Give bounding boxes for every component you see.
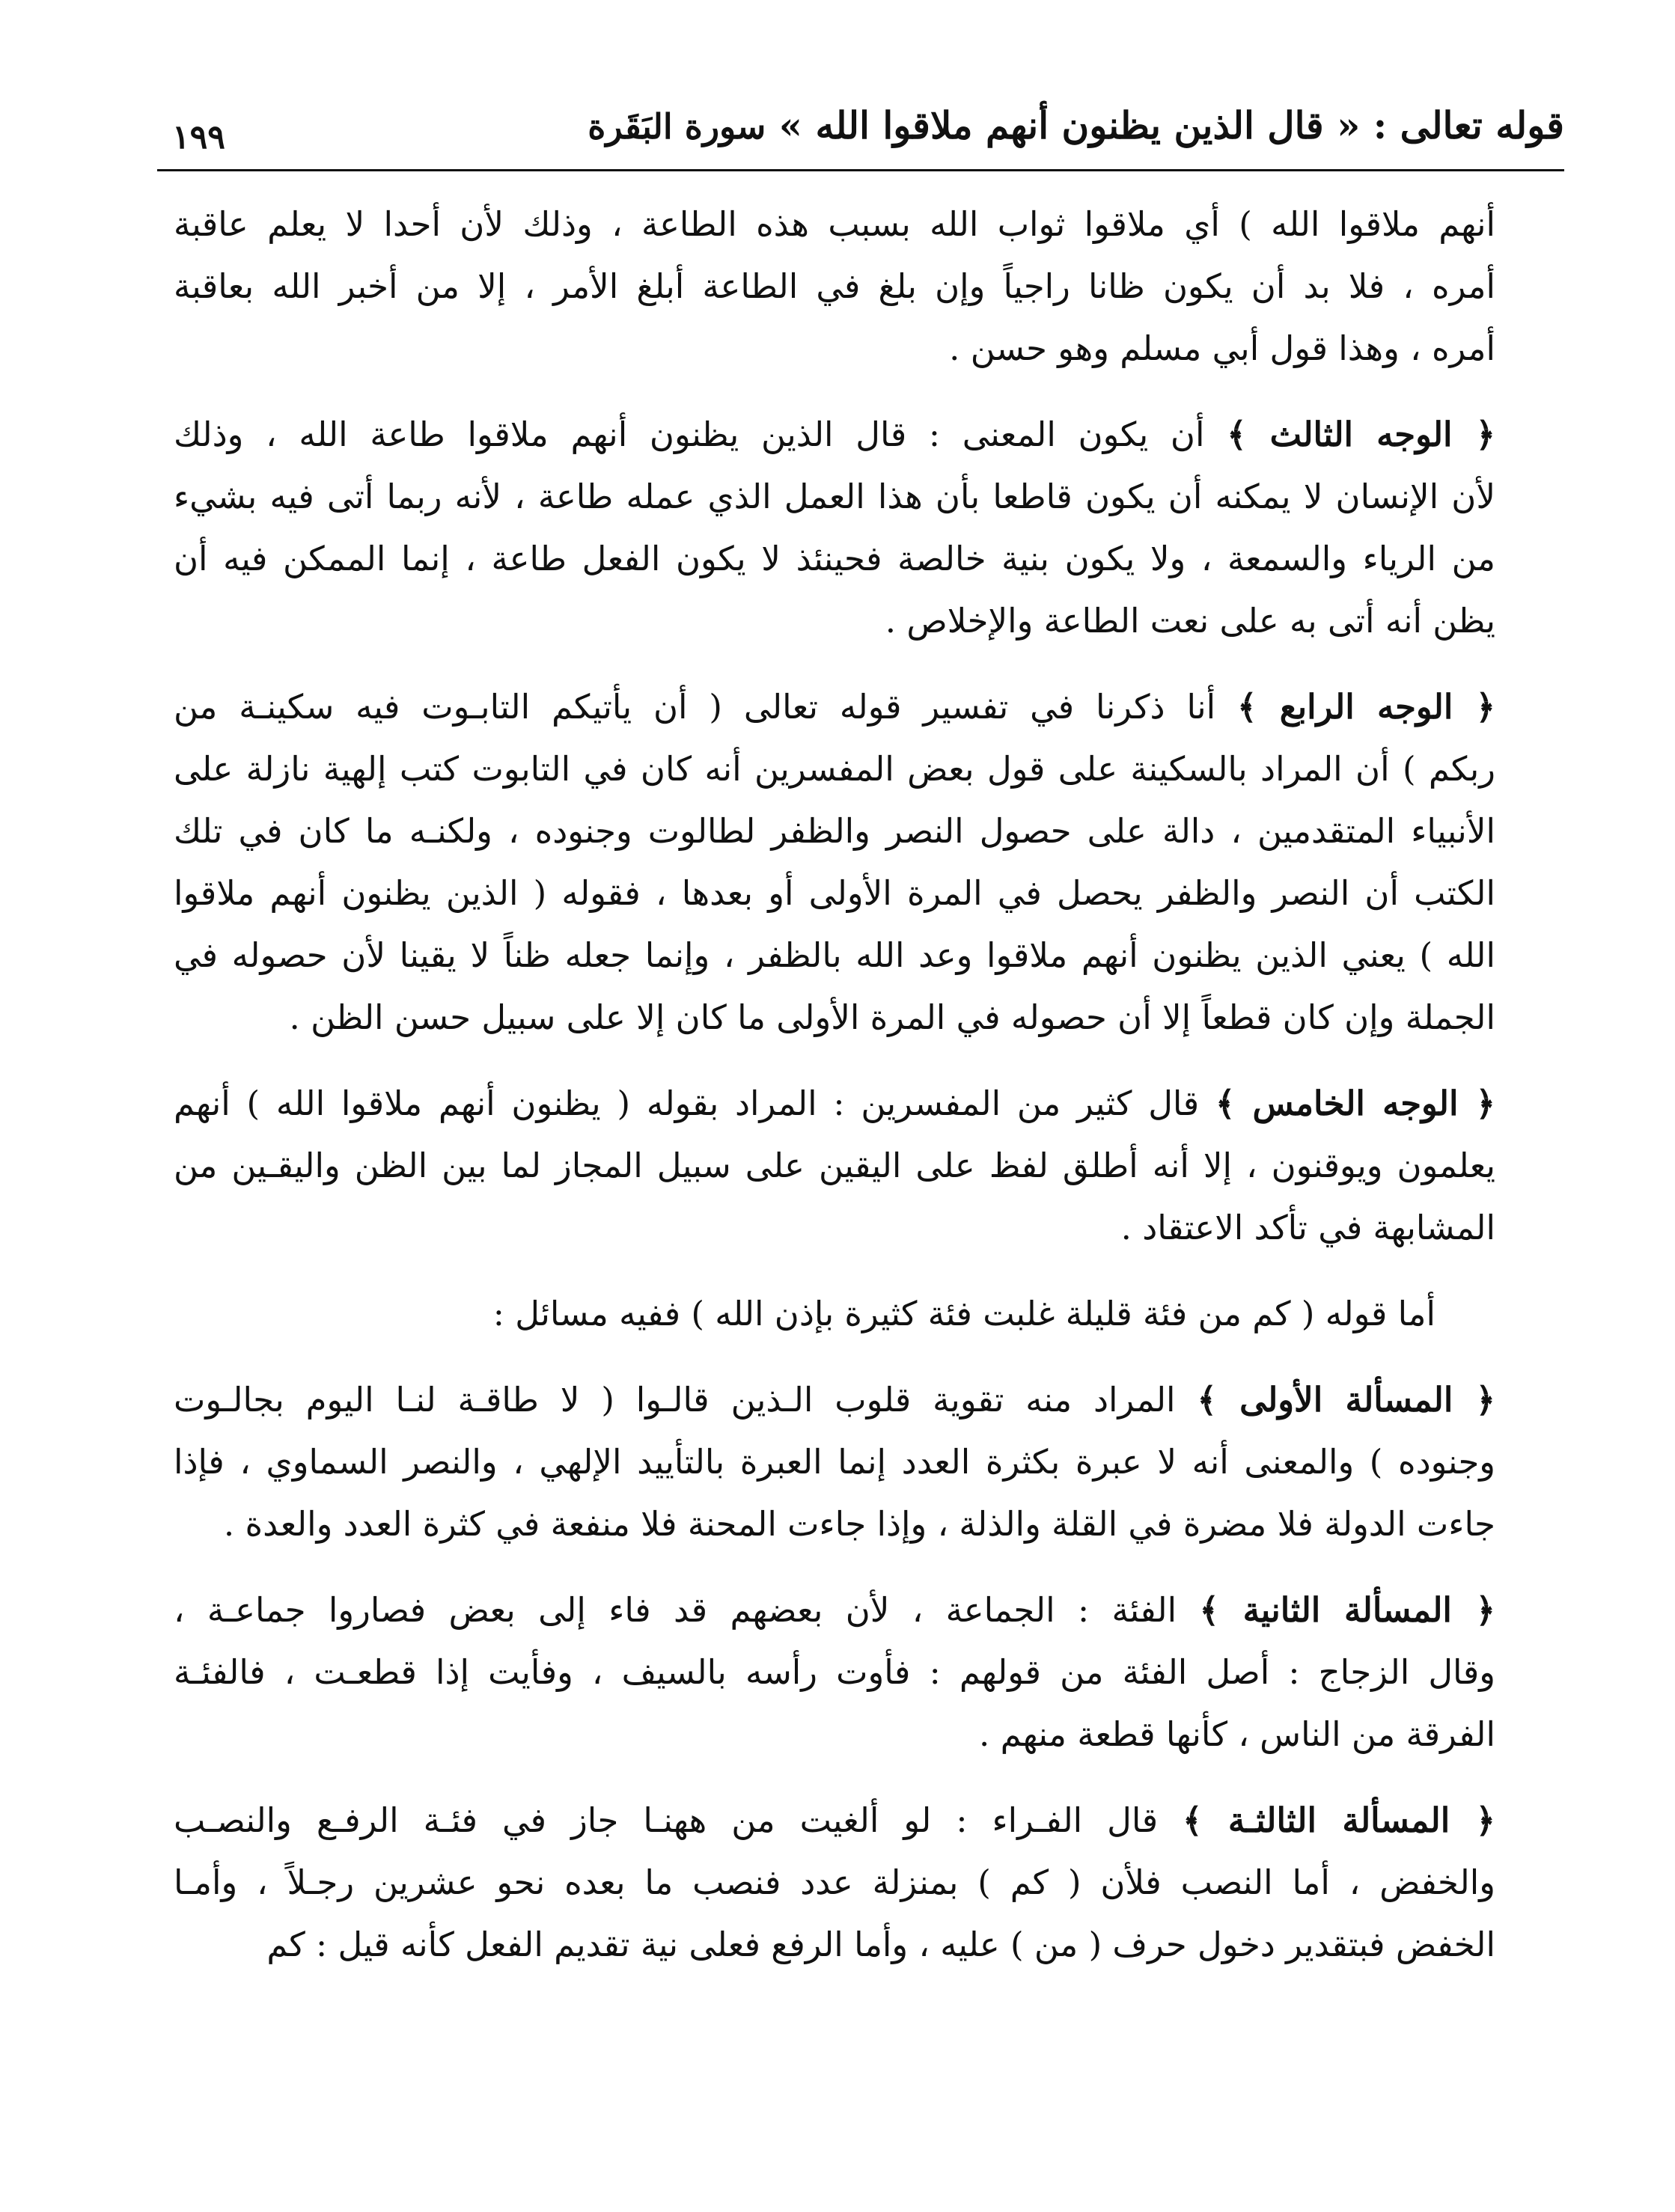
text-line bbox=[174, 862, 1495, 924]
text-line bbox=[174, 193, 1495, 255]
line-text: المشابهة في تأكد الاعتقاد . bbox=[1120, 1208, 1495, 1247]
line-text: وقال الزجاج : أصل الفئة من قولهم : فأوت رأسه بالسيف ، وفأيت إذا قطعـت ، فالفئـة bbox=[174, 1652, 1495, 1692]
line-text: قال الفـراء : لو ألغيت من ههنـا جاز في فئـة الرفـع والنصـب bbox=[174, 1800, 1183, 1840]
paragraph bbox=[174, 1579, 1495, 1765]
line-text: ربكم ) أن المراد بالسكينة على قول بعض المفسرين أنه كان في التابوت كتب إلهية نازلة على bbox=[174, 749, 1495, 789]
page-number: ١٩٩ bbox=[172, 118, 225, 156]
line-text: الأنبياء المتقدمين ، دالة على حصول النصر والظفر لطالوت وجنوده ، ولكنـه ما كان في تلك bbox=[174, 811, 1495, 851]
line-text: أمره ، وهذا قول أبي مسلم وهو حسن . bbox=[949, 329, 1495, 368]
paragraph bbox=[174, 193, 1495, 379]
line-text: الله ) يعني الذين يظنون أنهم ملاقوا وعد الله بالظفر ، وإنما جعله ظناً لا يقينا لأن حصوله في bbox=[174, 935, 1495, 975]
section-heading: ﴿ المسألة الثالثـة ﴾ bbox=[1183, 1800, 1495, 1840]
line-text: أنهم ملاقوا الله ) أي ملاقوا ثواب الله بسبب هذه الطاعة ، وذلك لأن أحدا لا يعلم عاقبة bbox=[174, 204, 1495, 244]
text-line bbox=[174, 1283, 1436, 1345]
line-text: أما قوله ( كم من فئة قليلة غلبت فئة كثيرة بإذن الله ) ففيه مسائل : bbox=[492, 1294, 1436, 1333]
text-line bbox=[174, 403, 1495, 465]
text-line bbox=[174, 1851, 1495, 1913]
text-line bbox=[174, 1703, 1495, 1765]
text-line bbox=[174, 590, 1495, 652]
line-text: والخفض ، أما النصب فلأن ( كم ) بمنزلة عدد فنصب ما بعده نحو عشرين رجـلاً ، وأمـا bbox=[174, 1863, 1495, 1902]
section-heading: ﴿ المسألة الأولى ﴾ bbox=[1197, 1380, 1495, 1420]
text-line bbox=[174, 1789, 1495, 1851]
text-line bbox=[174, 1431, 1495, 1493]
section-heading: ﴿ الوجه الرابع ﴾ bbox=[1237, 687, 1495, 727]
line-text: من الرياء والسمعة ، ولا يكون بنية خالصة فحينئذ لا يكون الفعل طاعة ، إنما الممكن فيه أن bbox=[174, 539, 1495, 578]
line-text: جاءت الدولة فلا مضرة في القلة والذلة ، وإذا جاءت المحنة فلا منفعة في كثرة العدد والعدة . bbox=[223, 1504, 1495, 1544]
line-text: الفرقة من الناس ، كأنها قطعة منهم . bbox=[979, 1714, 1495, 1754]
line-text: الجملة وإن كان قطعاً إلا أن حصوله في المرة الأولى ما كان إلا على سبيل حسن الظن . bbox=[289, 997, 1495, 1037]
line-text: الفئة : الجماعة ، لأن بعضهم قد فاء إلى بعض فصاروا جماعـة ، bbox=[174, 1590, 1200, 1630]
line-text: أمره ، فلا بد أن يكون ظانا راجياً وإن بلغ في الطاعة أبلغ الأمر ، إلا من أخبر الله بعاقبة bbox=[174, 266, 1495, 306]
paragraph bbox=[174, 403, 1495, 652]
line-text: الخفض فبتقدير دخول حرف ( من ) عليه ، وأما الرفع فعلى نية تقديم الفعل كأنه قيل : كم bbox=[266, 1925, 1495, 1964]
running-head bbox=[588, 103, 1564, 147]
text-line bbox=[174, 317, 1495, 379]
line-text: الكتب أن النصر والظفر يحصل في المرة الأولى أو بعدها ، فقوله ( الذين يظنون أنهم ملاقوا bbox=[174, 873, 1495, 913]
paragraph bbox=[174, 1369, 1495, 1555]
text-line bbox=[174, 1579, 1495, 1641]
text-line bbox=[174, 924, 1495, 986]
text-line bbox=[174, 1493, 1495, 1555]
line-text: يظن أنه أتى به على نعت الطاعة والإخلاص . bbox=[885, 601, 1495, 641]
text-line bbox=[174, 1913, 1495, 1976]
page-header bbox=[157, 88, 1564, 171]
text-line bbox=[174, 1369, 1495, 1431]
text-line bbox=[174, 255, 1495, 317]
text-line bbox=[174, 800, 1495, 862]
line-text: أنا ذكرنا في تفسير قوله تعالى ( أن يأتيكم التابـوت فيه سكينـة من bbox=[174, 687, 1238, 727]
header-divider bbox=[157, 169, 1564, 171]
text-line bbox=[174, 738, 1495, 800]
surah-name: سورة البَقَرة bbox=[588, 106, 766, 147]
text-line bbox=[174, 1641, 1495, 1703]
text-line bbox=[174, 1134, 1495, 1197]
text-line bbox=[174, 1197, 1495, 1259]
text-line bbox=[174, 465, 1495, 528]
text-line bbox=[174, 676, 1495, 738]
line-text: وجنوده ) والمعنى أنه لا عبرة بكثرة العدد إنما العبرة بالتأييد الإلهي ، والنصر السماوي ، فإذا bbox=[174, 1442, 1495, 1482]
text-line bbox=[174, 1072, 1495, 1134]
text-line bbox=[174, 986, 1495, 1048]
line-text: قال كثير من المفسرين : المراد بقوله ( يظنون أنهم ملاقوا الله ) أنهم bbox=[174, 1084, 1215, 1123]
section-heading: ﴿ المسألة الثانية ﴾ bbox=[1199, 1590, 1496, 1630]
paragraph bbox=[174, 1283, 1495, 1345]
paragraph bbox=[174, 676, 1495, 1048]
paragraph bbox=[174, 1072, 1495, 1259]
line-text: أن يكون المعنى : قال الذين يظنون أنهم ملاقوا طاعة الله ، وذلك bbox=[174, 415, 1227, 454]
running-head-title: قوله تعالى : « قال الذين يظنون أنهم ملاقوا الله » bbox=[778, 103, 1564, 147]
line-text: لأن الإنسان لا يمكنه أن يكون قاطعا بأن هذا العمل الذي عمله طاعة ، لأنه ربما أتى فيه بشيء bbox=[174, 477, 1495, 516]
section-heading: ﴿ الوجه الخامس ﴾ bbox=[1215, 1084, 1495, 1123]
page-body bbox=[174, 193, 1495, 1999]
paragraph bbox=[174, 1789, 1495, 1976]
line-text: يعلمون ويوقنون ، إلا أنه أطلق لفظ على اليقين على سبيل المجاز لما بين الظن واليقـين من bbox=[174, 1146, 1495, 1185]
line-text: المراد منه تقوية قلوب الـذين قالـوا ( لا طاقـة لنـا اليوم بجالـوت bbox=[174, 1380, 1197, 1420]
section-heading: ﴿ الوجه الثالث ﴾ bbox=[1227, 415, 1495, 454]
text-line bbox=[174, 528, 1495, 590]
